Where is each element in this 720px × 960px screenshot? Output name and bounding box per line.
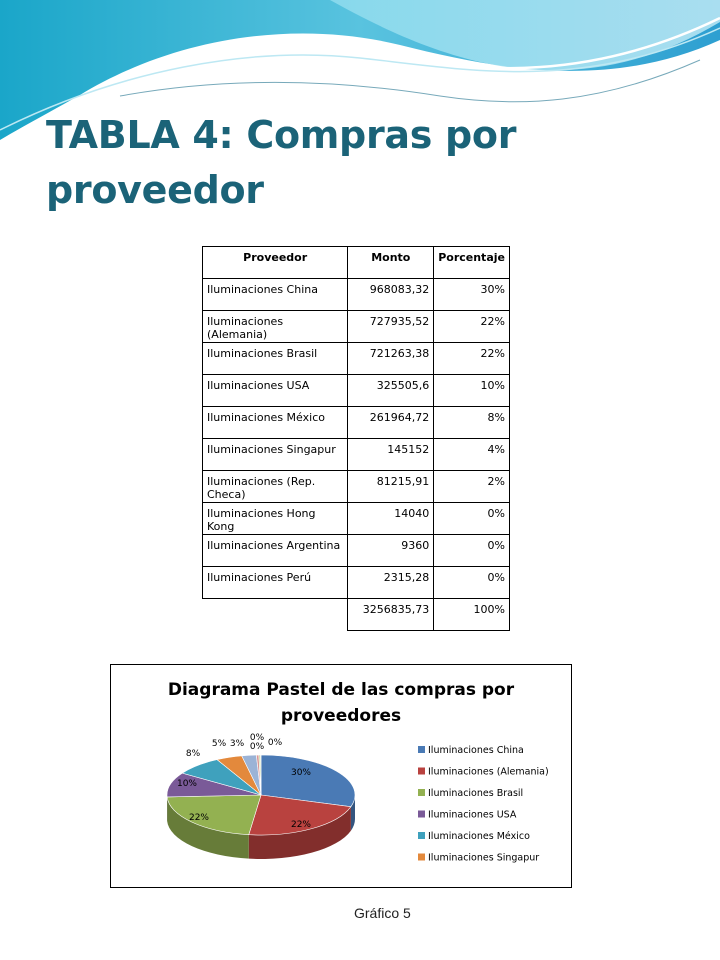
pie-data-label: 10%: [176, 779, 198, 789]
supplier-name: Iluminaciones Hong Kong: [203, 503, 348, 535]
supplier-percentage: 0%: [434, 567, 510, 599]
table-header-row: [203, 247, 510, 279]
supplier-name: Iluminaciones (Alemania): [203, 311, 348, 343]
legend-entry: Iluminaciones Brasil: [428, 788, 524, 799]
supplier-percentage: 2%: [434, 471, 510, 503]
supplier-percentage: 10%: [434, 375, 510, 407]
pie-data-label: 22%: [188, 813, 210, 823]
total-amount: 3256835,73: [348, 599, 434, 631]
pie-chart: [111, 665, 571, 887]
supplier-percentage: 4%: [434, 439, 510, 471]
legend-swatch: [418, 832, 425, 839]
supplier-name: Iluminaciones (Rep. Checa): [203, 471, 348, 503]
supplier-amount: 9360: [348, 535, 434, 567]
legend-swatch: [418, 746, 425, 753]
table-row: [203, 407, 510, 439]
slide-title: TABLA 4: Compras por proveedor: [46, 113, 517, 212]
legend-entry: Iluminaciones México: [428, 831, 530, 842]
chart-legend: [418, 745, 549, 864]
supplier-purchases-table: [202, 246, 510, 631]
pie-chart-frame: [110, 664, 572, 888]
pie-data-label: 30%: [290, 768, 312, 778]
legend-swatch: [418, 789, 425, 796]
supplier-amount: 2315,28: [348, 567, 434, 599]
legend-entry: Iluminaciones Singapur: [428, 852, 540, 864]
legend-swatch: [418, 768, 425, 775]
total-label: [203, 599, 348, 631]
legend-swatch: [418, 854, 425, 861]
legend-entry: Iluminaciones (Alemania): [428, 766, 549, 778]
table-row: [203, 439, 510, 471]
table-row: [203, 343, 510, 375]
supplier-name: Iluminaciones China: [203, 279, 348, 311]
table-row: [203, 311, 510, 343]
supplier-name: Iluminaciones Perú: [203, 567, 348, 599]
table-row: [203, 471, 510, 503]
legend-entry: Iluminaciones China: [428, 745, 524, 756]
chart-caption: Gráfico 5: [354, 905, 411, 921]
supplier-table-container: [196, 238, 510, 642]
column-header-amount: Monto: [348, 247, 434, 279]
supplier-name: Iluminaciones Argentina: [203, 535, 348, 567]
chart-title-line-1: Diagrama Pastel de las compras por: [167, 680, 515, 700]
table-row: [203, 279, 510, 311]
pie-slices: [167, 755, 355, 859]
supplier-percentage: 0%: [434, 503, 510, 535]
supplier-amount: 14040: [348, 503, 434, 535]
supplier-amount: 721263,38: [348, 343, 434, 375]
supplier-name: Iluminaciones Singapur: [203, 439, 348, 471]
pie-data-label: 3%: [229, 739, 245, 749]
supplier-amount: 325505,6: [348, 375, 434, 407]
supplier-amount: 727935,52: [348, 311, 434, 343]
supplier-amount: 81215,91: [348, 471, 434, 503]
table-total-row: [203, 599, 510, 631]
pie-data-label: 5%: [211, 739, 227, 749]
supplier-percentage: 8%: [434, 407, 510, 439]
column-header-percentage: Porcentaje: [434, 247, 510, 279]
supplier-amount: 968083,32: [348, 279, 434, 311]
supplier-percentage: 0%: [434, 535, 510, 567]
pie-data-label: 22%: [290, 820, 312, 830]
pie-data-label: 0%: [267, 738, 283, 748]
total-percentage: 100%: [434, 599, 510, 631]
pie-data-label: 8%: [185, 749, 201, 759]
supplier-percentage: 22%: [434, 311, 510, 343]
chart-title-line-2: proveedores: [280, 706, 402, 726]
supplier-percentage: 30%: [434, 279, 510, 311]
table-row: [203, 535, 510, 567]
legend-entry: Iluminaciones USA: [428, 809, 517, 821]
table-row: [203, 567, 510, 599]
column-header-supplier: Proveedor: [203, 247, 348, 279]
supplier-amount: 145152: [348, 439, 434, 471]
table-row: [203, 375, 510, 407]
supplier-name: Iluminaciones USA: [203, 375, 348, 407]
pie-data-label: 0%: [249, 733, 265, 743]
legend-swatch: [418, 811, 425, 818]
supplier-name: Iluminaciones Brasil: [203, 343, 348, 375]
supplier-percentage: 22%: [434, 343, 510, 375]
supplier-amount: 261964,72: [348, 407, 434, 439]
table-row: [203, 503, 510, 535]
pie-data-label: 0%: [249, 742, 265, 752]
supplier-name: Iluminaciones México: [203, 407, 348, 439]
